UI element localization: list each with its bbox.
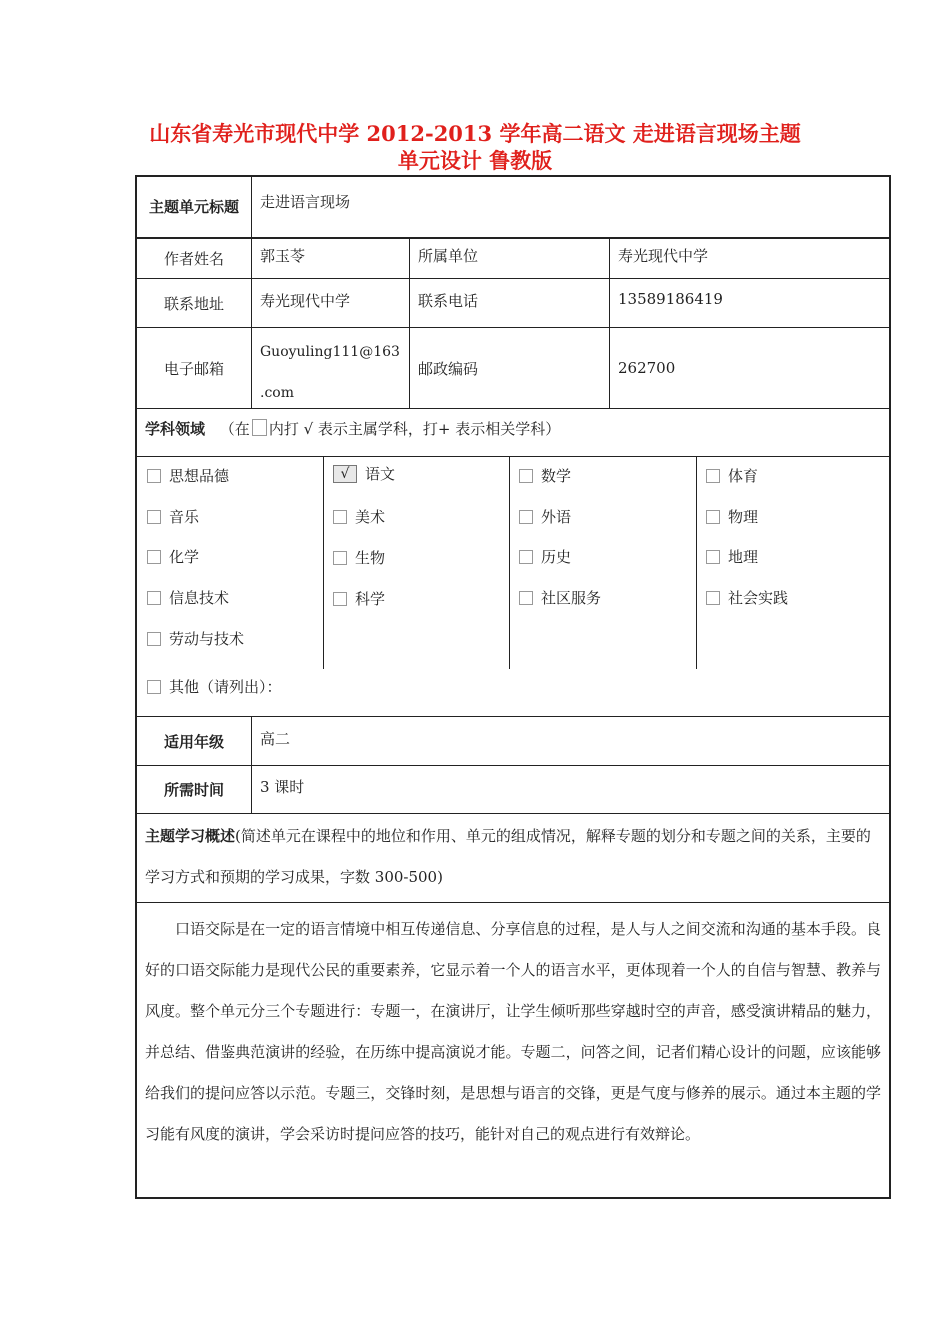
checkbox-icon[interactable] bbox=[706, 591, 720, 605]
time-label: 所需时间 bbox=[163, 781, 224, 799]
email-value-line-1: Guoyuling111@163 bbox=[260, 344, 400, 360]
subject-option-label: 音乐 bbox=[169, 508, 200, 526]
phone-value: 13589186419 bbox=[609, 279, 889, 327]
time-value: 3 课时 bbox=[251, 766, 889, 813]
checkbox-checked-icon[interactable]: √ bbox=[333, 465, 357, 483]
subject-option-music[interactable] bbox=[147, 506, 199, 527]
subject-option-label: 数学 bbox=[541, 467, 572, 485]
checkbox-icon[interactable] bbox=[519, 510, 533, 524]
subject-options-row bbox=[137, 457, 889, 717]
contact-row bbox=[137, 279, 889, 328]
checkbox-icon[interactable] bbox=[333, 551, 347, 565]
overview-hint: (简述单元在课程中的地位和作用、单元的组成情况，解释专题的划分和专题之间的关系，主要的学习方式和预期的学习成果，字数 300-500) bbox=[145, 827, 871, 886]
checkbox-icon[interactable] bbox=[706, 550, 720, 564]
subject-option-biology[interactable] bbox=[333, 547, 385, 568]
subject-option-label: 其他（请列出）： bbox=[169, 678, 282, 696]
subject-heading bbox=[137, 409, 889, 456]
subject-option-label: 科学 bbox=[355, 590, 386, 608]
subject-note-before: （在 bbox=[219, 420, 250, 438]
checkbox-icon[interactable] bbox=[706, 469, 720, 483]
subject-option-history[interactable] bbox=[519, 546, 571, 567]
overview-body-cell bbox=[137, 903, 889, 1197]
zip-value: 262700 bbox=[609, 328, 889, 408]
subject-option-math[interactable] bbox=[519, 465, 571, 486]
subject-col-divider-1 bbox=[323, 457, 324, 669]
subject-option-label: 劳动与技术 bbox=[169, 630, 245, 648]
title-line-2: 单元设计 鲁教版 bbox=[397, 148, 553, 173]
subject-option-label: 生物 bbox=[355, 549, 386, 567]
subject-option-art[interactable] bbox=[333, 506, 385, 527]
author-name-value: 郭玉苓 bbox=[251, 239, 409, 278]
subject-option-label: 语文 bbox=[365, 465, 396, 483]
checkbox-icon[interactable] bbox=[147, 591, 161, 605]
subject-option-label: 化学 bbox=[169, 548, 200, 566]
subject-option-label: 物理 bbox=[728, 508, 759, 526]
author-row bbox=[137, 239, 889, 279]
email-row bbox=[137, 328, 889, 409]
zip-label: 邮政编码 bbox=[409, 328, 609, 408]
subject-option-label: 社区服务 bbox=[541, 589, 602, 607]
grade-row bbox=[137, 717, 889, 766]
overview-heading-label: 主题学习概述 bbox=[145, 827, 236, 845]
subject-option-label: 地理 bbox=[728, 548, 759, 566]
title-line-1: 山东省寿光市现代中学 2012-2013 学年高二语文 走进语言现场主题 bbox=[149, 121, 801, 146]
checkbox-icon[interactable] bbox=[519, 591, 533, 605]
subject-option-label: 社会实践 bbox=[728, 589, 789, 607]
grade-value: 高二 bbox=[251, 717, 889, 765]
subject-option-geography[interactable] bbox=[706, 546, 758, 567]
checkbox-icon[interactable] bbox=[519, 550, 533, 564]
subject-option-label: 思想品德 bbox=[169, 467, 230, 485]
subject-col-divider-2 bbox=[509, 457, 510, 669]
checkbox-icon[interactable] bbox=[147, 680, 161, 694]
theme-value: 走进语言现场 bbox=[251, 177, 889, 237]
subject-option-chemistry[interactable] bbox=[147, 546, 199, 567]
address-label: 联系地址 bbox=[163, 294, 224, 313]
subject-col-divider-3 bbox=[696, 457, 697, 669]
subject-option-label: 体育 bbox=[728, 467, 759, 485]
subject-option-label: 美术 bbox=[355, 508, 386, 526]
time-row bbox=[137, 766, 889, 814]
grade-label: 适用年级 bbox=[163, 732, 224, 751]
theme-row bbox=[137, 177, 889, 239]
subject-note-after: 内打 √ 表示主属学科，打+ 表示相关学科） bbox=[268, 420, 561, 438]
subject-option-label: 历史 bbox=[541, 548, 572, 566]
email-value bbox=[251, 328, 409, 408]
subject-option-physics[interactable] bbox=[706, 506, 758, 527]
checkbox-icon[interactable] bbox=[147, 632, 161, 646]
subject-option-label: 信息技术 bbox=[169, 589, 230, 607]
email-value-line-2: .com bbox=[260, 385, 294, 401]
subject-option-science[interactable] bbox=[333, 588, 385, 609]
overview-heading-row bbox=[137, 814, 889, 903]
theme-label: 主题单元标题 bbox=[148, 198, 239, 216]
checkbox-icon[interactable] bbox=[147, 550, 161, 564]
author-unit-value: 寿光现代中学 bbox=[609, 239, 889, 278]
checkbox-icon[interactable] bbox=[333, 510, 347, 524]
checkbox-icon[interactable] bbox=[333, 592, 347, 606]
document-title bbox=[100, 120, 850, 174]
overview-heading bbox=[137, 814, 889, 902]
subject-option-pe[interactable] bbox=[706, 465, 758, 486]
author-name-label: 作者姓名 bbox=[163, 250, 224, 268]
subject-option-chinese[interactable] bbox=[333, 463, 395, 484]
unit-design-form bbox=[135, 175, 891, 1199]
subject-heading-label: 学科领域 bbox=[145, 420, 206, 438]
checkbox-icon[interactable] bbox=[519, 469, 533, 483]
subject-option-labor[interactable] bbox=[147, 628, 244, 649]
subject-option-community[interactable] bbox=[519, 587, 601, 608]
checkbox-icon[interactable] bbox=[147, 469, 161, 483]
subject-option-social-practice[interactable] bbox=[706, 587, 788, 608]
checkbox-icon[interactable] bbox=[147, 510, 161, 524]
subject-option-label: 外语 bbox=[541, 508, 572, 526]
subject-option-moral[interactable] bbox=[147, 465, 229, 486]
subject-heading-row bbox=[137, 409, 889, 457]
checkbox-icon[interactable] bbox=[706, 510, 720, 524]
email-label: 电子邮箱 bbox=[163, 359, 224, 378]
subject-option-foreign-language[interactable] bbox=[519, 506, 571, 527]
address-value: 寿光现代中学 bbox=[251, 279, 409, 327]
author-unit-label: 所属单位 bbox=[409, 239, 609, 278]
checkbox-sample-icon bbox=[252, 419, 267, 436]
subject-option-other[interactable] bbox=[147, 676, 282, 697]
overview-body: 口语交际是在一定的语言情境中相互传递信息、分享信息的过程，是人与人之间交流和沟通的基本手段。良好的口语交际能力是现代公民的重要素养，它显示着一个人的语言水平，更体现着一个人的自信与智慧、教养与风度。整个单元分三个专题进行：专题一，在演讲厅，让学生倾听那些穿越时空的声音，感受演讲精品的魅力，并总结、借鉴典范演讲的经验，在历练中提高演说才能。专题二，问答之间，记者们精心设计的问题，应该能够给我们的提问应答以示范。专题三，交锋时刻，是思想与语言的交锋，更是气度与修养的展示。通过本主题的学习能有风度的演讲，学会采访时提问应答的技巧，能针对自己的观点进行有效辩论。 bbox=[145, 920, 881, 1143]
subject-option-it[interactable] bbox=[147, 587, 229, 608]
phone-label: 联系电话 bbox=[409, 279, 609, 327]
